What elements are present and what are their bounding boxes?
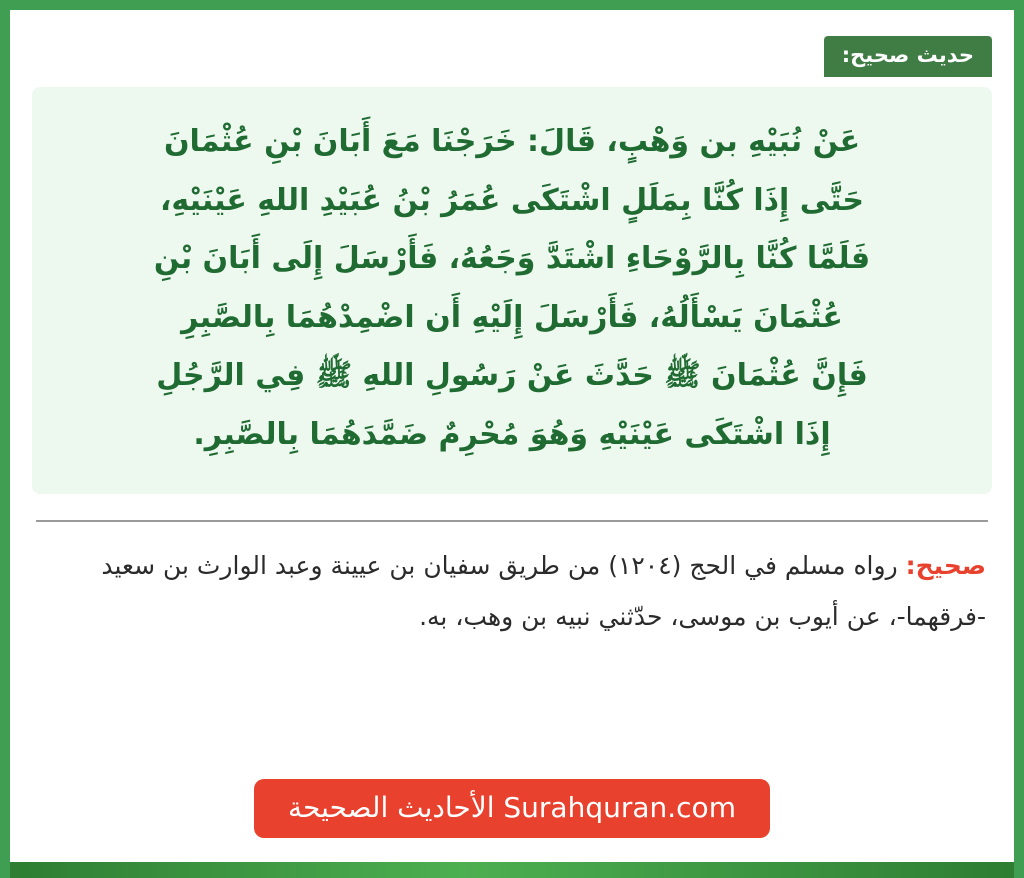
hadith-line: فَإِنَّ عُثْمَانَ ﷺ حَدَّثَ عَنْ رَسُولِ اللهِ ﷺ فِي الرَّجُلِ <box>156 358 868 394</box>
site-url: Surahquran.com <box>503 791 736 824</box>
hadith-line: حَتَّى إِذَا كُنَّا بِمَلَلٍ اشْتَكَى عُمَرُ بْنُ عُبَيْدِ اللهِ عَيْنَيْهِ، <box>159 182 865 218</box>
site-badge-label: الأحاديث الصحيحة <box>288 791 495 824</box>
section-divider <box>36 520 988 522</box>
hadith-line: إِذَا اشْتَكَى عَيْنَيْهِ وَهُوَ مُحْرِمٌ ضَمَّدَهُمَا بِالصَّبِرِ. <box>193 416 831 452</box>
hadith-text-box <box>32 87 992 494</box>
hadith-line: عُثْمَانَ يَسْأَلُهُ، فَأَرْسَلَ إِلَيْهِ أَن اضْمِدْهُمَا بِالصَّبِرِ <box>181 299 843 335</box>
hadith-line: عَنْ نُبَيْهِ بن وَهْبٍ، قَالَ: خَرَجْنَا مَعَ أَبَانَ بْنِ عُثْمَانَ <box>163 124 861 160</box>
hadith-status-badge: حديث صحيح: <box>824 36 992 77</box>
grading-paragraph <box>32 540 992 643</box>
card-inner <box>10 10 1014 878</box>
bottom-accent-bar <box>10 862 1014 878</box>
site-badge[interactable] <box>254 779 770 838</box>
hadith-line: فَلَمَّا كُنَّا بِالرَّوْحَاءِ اشْتَدَّ وَجَعُهُ، فَأَرْسَلَ إِلَى أَبَانَ بْنِ <box>153 241 871 277</box>
grading-label: صحيح: <box>905 551 986 581</box>
grading-text: رواه مسلم في الحج (١٢٠٤) من طريق سفيان بن عيينة وعبد الوارث بن سعيد -فرقهما-، عن أيوب بن موسى، حدّثني نبيه بن وهب، به. <box>101 551 986 632</box>
label-row <box>32 10 992 87</box>
